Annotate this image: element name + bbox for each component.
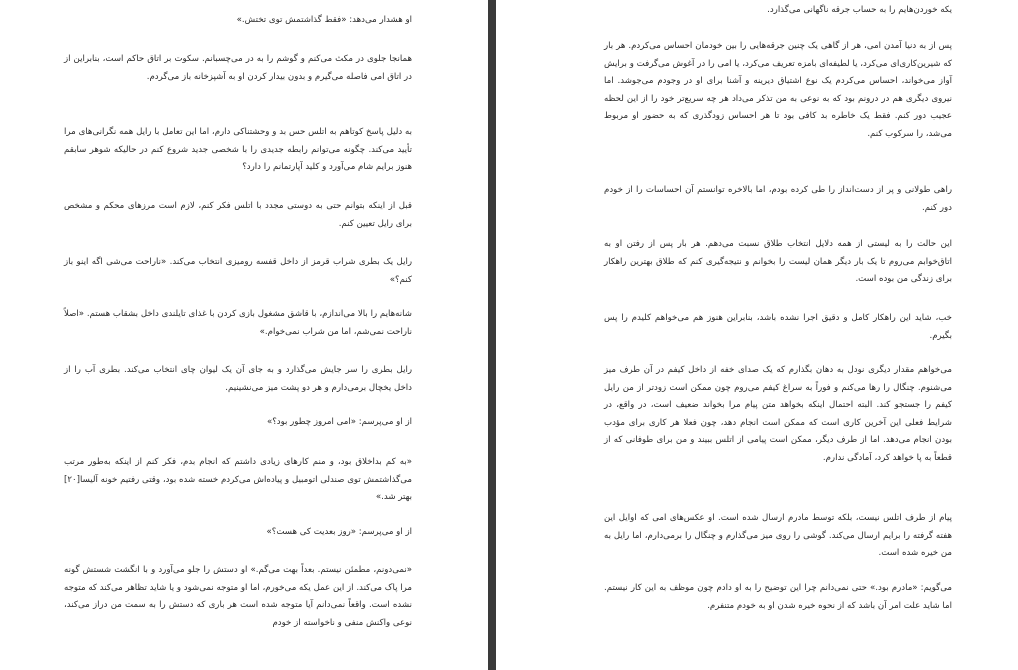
left-page bbox=[0, 0, 488, 670]
right-page bbox=[496, 0, 1018, 670]
left-paragraph-7: رایل بطری را سر جایش می‌گذارد و به جای آن یک لیوان چای انتخاب می‌کند. بطری آب را از داخل یخچال برمی‌دارم و هر دو پشت میز می‌نشینیم. bbox=[64, 365, 412, 393]
right-paragraph-2: پس از به دنیا آمدن امی، هر از گاهی یک چنین جرقه‌هایی را بین خودمان احساس می‌کردم. هر بار که شیرین‌کاری‌ای می‌کرد، یا لطیفه‌ای بامزه تعریف می‌کرد، یا امی را در آغوش می‌گرفت و برایش آواز می‌خواند، احساس می‌کردم یک نوع اشتیاق دیرینه و آشنا برای او در وجودم می‌جوشد. اما نیروی دیگری هم در درونم بود که به نوعی به من تذکر می‌داد هر چه سریع‌تر خود را از این لحظه عجیب دور کنم. فقط یک خاطره بد کافی بود تا هر احساس زودگذری که به حضور او مربوط می‌شد، را سرکوب کنم. bbox=[604, 41, 952, 139]
left-paragraph-2: همانجا جلوی در مکث می‌کنم و گوشم را به در می‌چسبانم. سکوت بر اتاق حاکم است، بنابراین از در اتاق امی فاصله می‌گیرم و بدون بیدار کردن او به آشپزخانه باز می‌گردم. bbox=[64, 54, 412, 82]
left-paragraph-5: رایل یک بطری شراب قرمز از داخل قفسه رومیزی انتخاب می‌کند. «ناراحت می‌شی اگه اینو باز کنم؟» bbox=[64, 257, 412, 285]
right-paragraph-6: می‌خواهم مقدار دیگری نودل به دهان بگذارم که یک صدای خفه از داخل کیفم در آن طرف میز می‌شنوم. چنگال را رها می‌کنم و فوراً به سراغ کیفم می‌روم چون ممکن است زودتر از من رایل کیفم را جستجو کند. البته احتمال اینکه بخواهد متن پیام مرا بخواند ضعیف است، در واقع، در شرایط فعلی این آخرین کاری است که ممکن است انجام دهد، چون فعلا هر کاری برای مؤدب بودن انجام می‌دهد. اما از طرف دیگر، ممکن است پیامی از اتلس ببیند و من برای طوفانی که از قطعاً به پا خواهد کرد، آمادگی ندارم. bbox=[604, 365, 952, 463]
left-paragraph-6: شانه‌هایم را بالا می‌اندازم، با قاشق مشغول بازی کردن با غذای تایلندی داخل بشقاب هستم. «اصلاً ناراحت نمی‌شم، اما من شراب نمی‌خوام.» bbox=[64, 309, 412, 337]
right-paragraph-5: خب، شاید این راهکار کامل و دقیق اجرا نشده باشد، بنابراین هنوز هم می‌خواهم کلیدم را پس بگیرم. bbox=[604, 313, 952, 341]
left-paragraph-10: از او می‌پرسم: «روز بعدیت کی هست؟» bbox=[266, 527, 412, 537]
left-paragraph-9: «به کم بداخلاق بود، و منم کارهای زیادی داشتم که انجام بدم، فکر کنم از اینکه به‌طور مرتب می‌گذاشتمش توی صندلی اتومبیل و پیاده‌اش می‌کردم خسته شده بود، وقتی رفتیم خونه آلیسا[۲۰] بهتر شد.» bbox=[64, 457, 412, 503]
right-paragraph-1: یکه خوردن‌هایم را به حساب جرقه ناگهانی می‌گذارد. bbox=[767, 5, 952, 15]
left-paragraph-4: قبل از اینکه بتوانم حتی به دوستی مجدد با اتلس فکر کنم، لازم است مرزهای محکم و مشخص برای رایل تعیین کنم. bbox=[64, 201, 412, 229]
left-paragraph-11: «نمی‌دونم، مطمئن نیستم. بعداً بهت می‌گم.» او دستش را جلو می‌آورد و با انگشت شستش گونه مرا پاک می‌کند. از این عمل یکه می‌خورم، اما او متوجه نمی‌شود و یا شاید تظاهر می‌کند که متوجه نشده است. واقعاً نمی‌دانم آیا متوجه شده است هر باری که دستش را به سمت من دراز می‌کند، نوعی واکنش منفی و ناخواسته از خودم bbox=[64, 565, 412, 628]
right-paragraph-7: پیام از طرف اتلس نیست، بلکه توسط مادرم ارسال شده است. او عکس‌های امی که اوایل این هفته گرفته را برایم ارسال می‌کند. گوشی را روی میز می‌گذارم و چنگال را برمی‌دارم، اما رایل به من خیره شده است. bbox=[604, 513, 952, 559]
right-paragraph-8: می‌گویم: «مادرم بود.» حتی نمی‌دانم چرا این توضیح را به او دادم چون موظف به این کار نیستم. اما شاید علت امر آن باشد که از نحوه خیره شدن او به خودم متنفرم. bbox=[604, 583, 952, 611]
page-gutter bbox=[488, 0, 496, 670]
left-paragraph-3: به دلیل پاسخ کوتاهم به اتلس حس بد و وحشتناکی دارم، اما این تعامل با رایل همه نگرانی‌های مرا تأیید می‌کند. چگونه می‌توانم رابطه جدیدی را با شخصی جدید شروع کنم در حالیکه شوهر سابقم هنوز برایم شام می‌آورد و کلید آپارتمانم را دارد؟ bbox=[64, 127, 412, 173]
left-paragraph-1: او هشدار می‌دهد: «فقط گذاشتمش توی تختش.» bbox=[236, 15, 412, 25]
right-paragraph-3: راهی طولانی و پر از دست‌انداز را طی کرده بودم، اما بالاخره توانستم آن احساسات را از خودم دور کنم. bbox=[604, 185, 952, 213]
left-paragraph-8: از او می‌پرسم: «امی امروز چطور بود؟» bbox=[266, 417, 412, 427]
right-paragraph-4: این حالت را به لیستی از همه دلایل انتخاب طلاق نسبت می‌دهم. هر بار پس از رفتن او به اتاق‌خوابم می‌روم تا یک بار دیگر همان لیست را بخوانم و نتیجه‌گیری کنم که طلاق بهترین راهکار برای زندگی من بوده است. bbox=[604, 239, 952, 285]
